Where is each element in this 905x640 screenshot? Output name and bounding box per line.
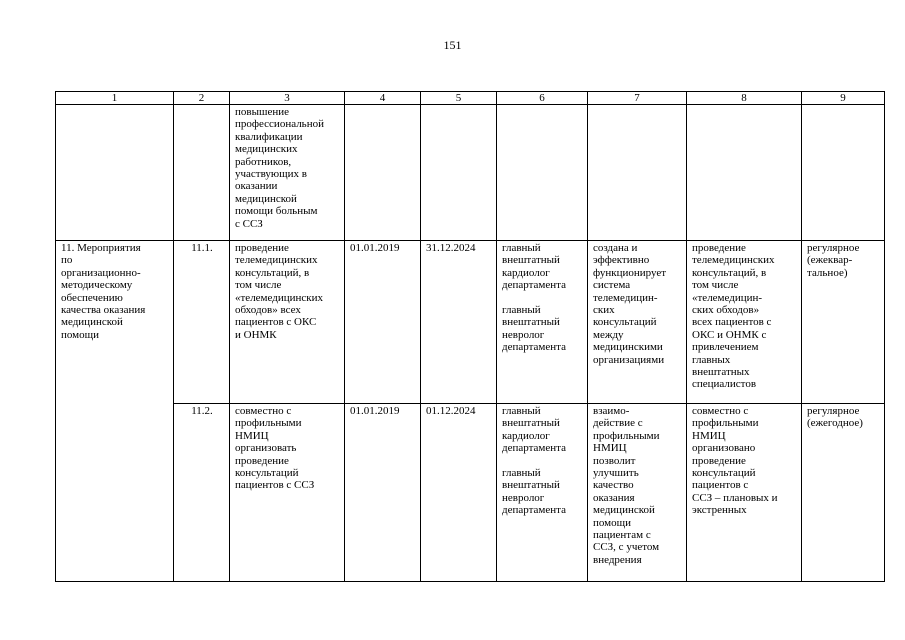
column-number: 3 <box>230 92 345 105</box>
start-date-cell <box>345 404 421 582</box>
start-date-cell <box>345 105 421 241</box>
responsible-cell <box>497 105 588 241</box>
periodicity-text: регулярное (ежегодное) <box>807 405 863 430</box>
description-text: проведение телемедицинских консультаций, в том числе «телемедицинских обходов» всех пациентов с ОКС и ОНМК <box>235 242 324 341</box>
item-number-cell <box>174 241 230 404</box>
column-number: 9 <box>802 92 885 105</box>
table-row <box>56 404 885 582</box>
indicator-text: проведение телемедицинских консультаций, в том числе «телемедицин- ских обходов» всех пациентов с ОКС и ОНМК с привлечением главных внештатных специалистов <box>692 242 775 391</box>
periodicity-cell <box>802 241 885 404</box>
periodicity-cell <box>802 404 885 582</box>
end-date <box>426 106 492 240</box>
responsible-text <box>502 106 583 240</box>
indicator-cell <box>687 105 802 241</box>
column-number: 7 <box>588 92 687 105</box>
end-date: 31.12.2024 <box>426 242 476 254</box>
event-cell <box>56 105 174 241</box>
item-number: 11.2. <box>191 405 213 417</box>
column-number-row <box>56 92 885 105</box>
periodicity-text: регулярное (ежеквар- тальное) <box>807 242 860 279</box>
event-text <box>61 106 169 240</box>
end-date: 01.12.2024 <box>426 405 476 417</box>
item-number: 11.1. <box>191 242 213 254</box>
responsible-text: главный внештатный кардиолог департамента главный внештатный невролог департамента <box>502 242 566 354</box>
responsible-text: главный внештатный кардиолог департамента главный внештатный невролог департамента <box>502 405 566 517</box>
indicator-text: совместно с профильными НМИЦ организовано проведение консультаций пациентов с ССЗ – плановых и экстренных <box>692 405 778 517</box>
item-number-cell <box>174 105 230 241</box>
measures-table <box>55 91 885 582</box>
column-number: 2 <box>174 92 230 105</box>
description-cell <box>230 105 345 241</box>
responsible-cell <box>497 241 588 404</box>
responsible-cell <box>497 404 588 582</box>
result-cell <box>588 105 687 241</box>
column-number: 6 <box>497 92 588 105</box>
column-number: 8 <box>687 92 802 105</box>
start-date: 01.01.2019 <box>350 405 400 417</box>
result-text: создана и эффективно функционирует система телемедицин- ских консультаций между медицинскими организациями <box>593 242 667 366</box>
periodicity-text <box>807 106 880 240</box>
start-date-cell <box>345 241 421 404</box>
indicator-cell <box>687 241 802 404</box>
event-text: 11. Мероприятия по организационно- методическому обеспечению качества оказания медицинской помощи <box>61 242 146 341</box>
column-number: 1 <box>56 92 174 105</box>
column-number: 4 <box>345 92 421 105</box>
result-text: взаимо- действие с профильными НМИЦ позволит улучшить качество оказания медицинской помощи пациентам с ССЗ, с учетом внедрения <box>593 405 660 566</box>
end-date-cell <box>421 105 497 241</box>
column-number: 5 <box>421 92 497 105</box>
description-text: повышение профессиональной квалификации медицинских работников, участвующих в оказании медицинской помощи больным с ССЗ <box>235 106 324 230</box>
description-cell <box>230 241 345 404</box>
result-text <box>593 106 682 240</box>
event-cell <box>56 241 174 582</box>
indicator-cell <box>687 404 802 582</box>
indicator-text <box>692 106 797 240</box>
description-cell <box>230 404 345 582</box>
item-number <box>179 106 225 240</box>
table-row <box>56 241 885 404</box>
result-cell <box>588 241 687 404</box>
item-number-cell <box>174 404 230 582</box>
table-row <box>56 105 885 241</box>
result-cell <box>588 404 687 582</box>
start-date: 01.01.2019 <box>350 242 400 254</box>
start-date <box>350 106 416 240</box>
end-date-cell <box>421 241 497 404</box>
description-text: совместно с профильными НМИЦ организовать проведение консультаций пациентов с ССЗ <box>235 405 315 492</box>
periodicity-cell <box>802 105 885 241</box>
page-number: 151 <box>443 38 462 52</box>
end-date-cell <box>421 404 497 582</box>
